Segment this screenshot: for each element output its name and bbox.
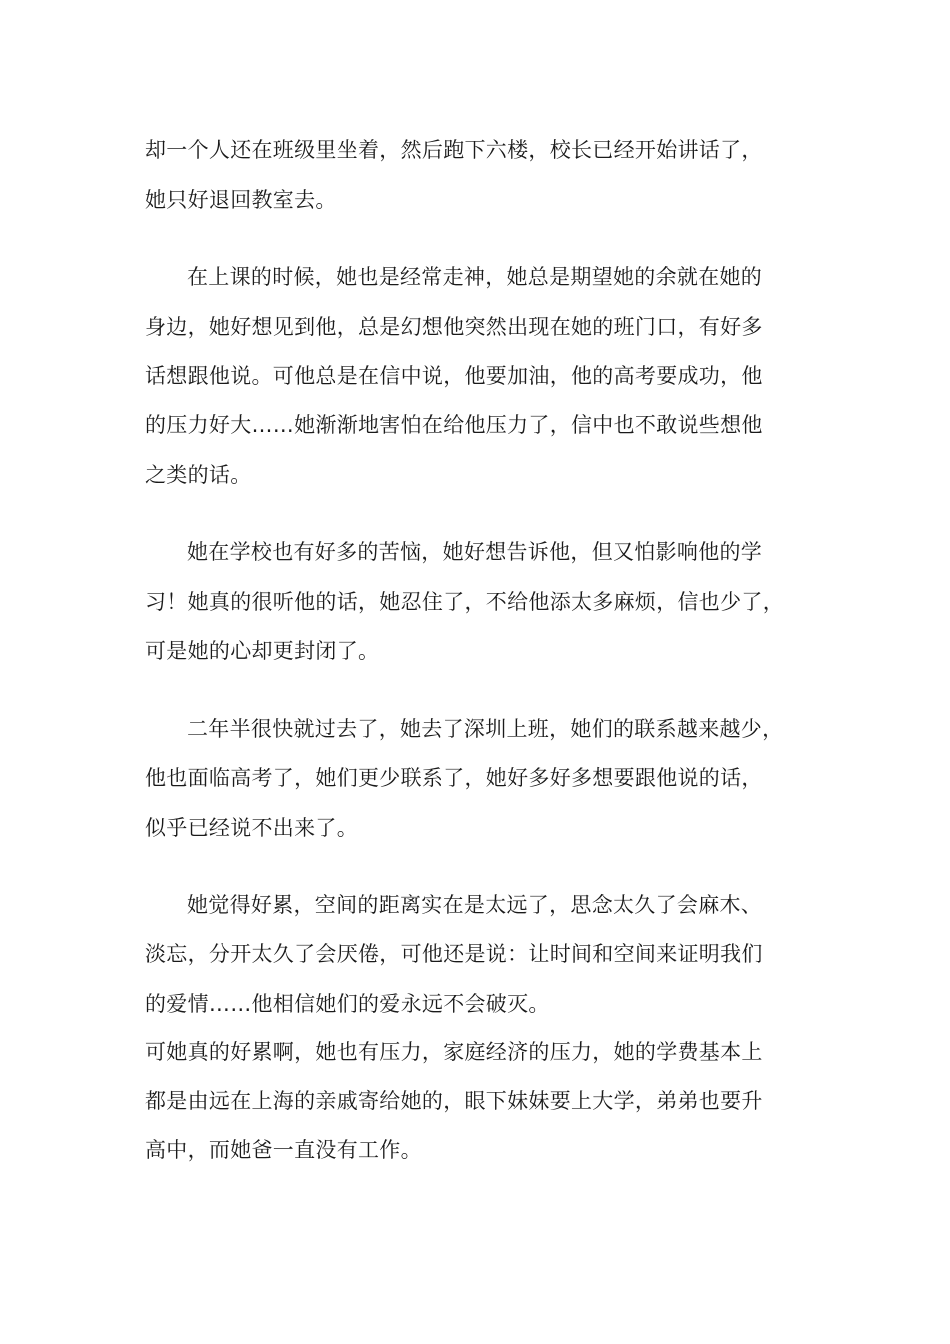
text-line: 却一个人还在班级里坐着，然后跑下六楼，校长已经开始讲话了， bbox=[145, 138, 763, 162]
text-line: 身边，她好想见到他，总是幻想他突然出现在她的班门口，有好多 bbox=[145, 315, 763, 339]
text-line: 高中，而她爸一直没有工作。 bbox=[145, 1138, 422, 1162]
text-line: 的爱情……他相信她们的爱永远不会破灭。 bbox=[145, 992, 550, 1016]
paragraph-first-line: 她觉得好累，空间的距离实在是太远了，思念太久了会麻木、 bbox=[187, 893, 763, 917]
text-line: 淡忘，分开太久了会厌倦，可他还是说：让时间和空间来证明我们 bbox=[145, 942, 763, 966]
text-line: 他也面临高考了，她们更少联系了，她好多好多想要跟他说的话， bbox=[145, 766, 763, 790]
text-line: 习！她真的很听他的话，她忍住了，不给他添太多麻烦，信也少了， bbox=[145, 590, 784, 614]
paragraph-first-line: 在上课的时候，她也是经常走神，她总是期望她的余就在她的 bbox=[187, 265, 763, 289]
text-line: 都是由远在上海的亲戚寄给她的，眼下妹妹要上大学，弟弟也要升 bbox=[145, 1089, 763, 1113]
text-line: 可是她的心却更封闭了。 bbox=[145, 639, 380, 663]
text-line: 的压力好大……她渐渐地害怕在给他压力了，信中也不敢说些想他 bbox=[145, 413, 763, 437]
paragraph-first-line: 二年半很快就过去了，她去了深圳上班，她们的联系越来越少， bbox=[187, 717, 784, 741]
text-line: 话想跟他说。可他总是在信中说，他要加油，他的高考要成功，他 bbox=[145, 364, 763, 388]
text-line: 似乎已经说不出来了。 bbox=[145, 816, 358, 840]
text-line: 之类的话。 bbox=[145, 463, 252, 487]
paragraph-first-line: 她在学校也有好多的苦恼，她好想告诉他，但又怕影响他的学 bbox=[187, 540, 763, 564]
text-line: 可她真的好累啊，她也有压力，家庭经济的压力，她的学费基本上 bbox=[145, 1040, 763, 1064]
text-line: 她只好退回教室去。 bbox=[145, 188, 337, 212]
